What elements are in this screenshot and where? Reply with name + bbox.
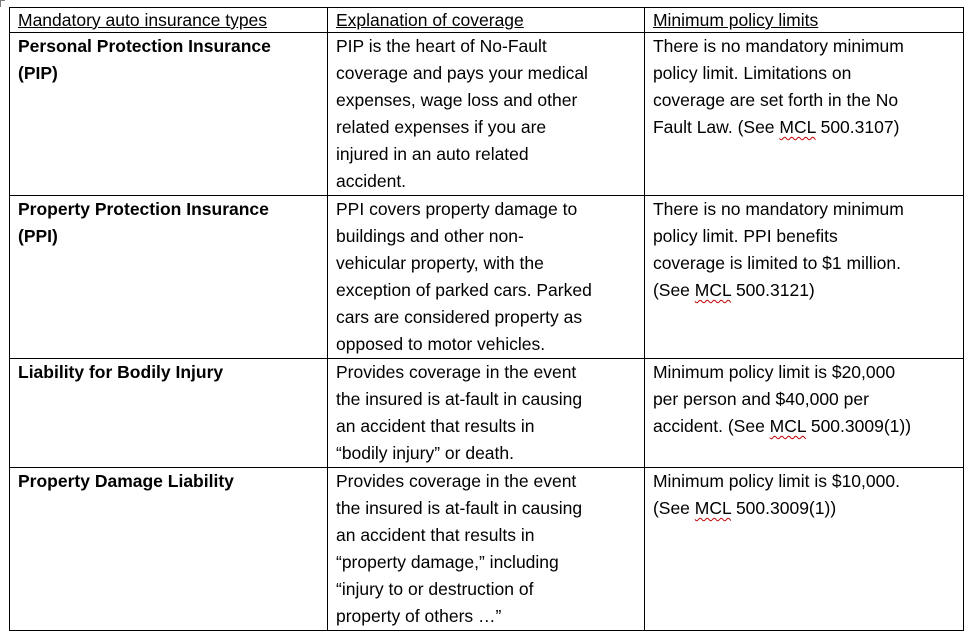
insurance-type-name: Property Protection Insurance (PPI) bbox=[18, 199, 269, 246]
coverage-explanation-cell: Provides coverage in the event the insured is at-fault in causing an accident that results in “bodily injury” or death. bbox=[328, 359, 645, 468]
insurance-type-cell bbox=[10, 33, 328, 196]
insurance-type-name: Property Damage Liability bbox=[18, 471, 234, 491]
header-cell-explanation bbox=[328, 8, 645, 33]
policy-limit-text: There is no mandatory minimum policy limit. Limitations on coverage are set forth in the No Fault Law. (See bbox=[652, 36, 904, 137]
statute-section: 500.3009(1)) bbox=[731, 498, 837, 518]
header-explanation-label: Explanation of coverage bbox=[336, 10, 524, 30]
header-cell-type bbox=[10, 8, 328, 33]
insurance-type-cell bbox=[10, 196, 328, 359]
statute-section: 500.3107) bbox=[815, 117, 900, 137]
statute-reference: MCL bbox=[769, 416, 806, 436]
policy-limit-cell bbox=[644, 33, 963, 196]
insurance-coverage-table bbox=[9, 7, 964, 631]
table-row bbox=[10, 33, 964, 196]
policy-limit-cell bbox=[644, 359, 963, 468]
statute-reference: MCL bbox=[779, 117, 816, 137]
policy-limit-text: Minimum policy limit is $20,000 per person and $40,000 per accident. (See bbox=[652, 362, 896, 436]
statute-reference: MCL bbox=[694, 280, 732, 300]
policy-limit-cell bbox=[644, 196, 963, 359]
header-cell-limits bbox=[644, 8, 963, 33]
header-limits-label: Minimum policy limits bbox=[652, 10, 819, 30]
insurance-type-cell bbox=[10, 359, 328, 468]
statute-section: 500.3009(1)) bbox=[805, 416, 912, 436]
insurance-type-name: Liability for Bodily Injury bbox=[18, 362, 224, 382]
document-corner-mark bbox=[0, 0, 5, 7]
table-row bbox=[10, 468, 964, 631]
coverage-explanation-cell: Provides coverage in the event the insured is at-fault in causing an accident that results in “property damage,” including “injury to or destruction of property of others …” bbox=[328, 468, 645, 631]
coverage-explanation-cell: PIP is the heart of No-Fault coverage and pays your medical expenses, wage loss and other related expenses if you are injured in an auto related accident. bbox=[328, 33, 645, 196]
header-type-label: Mandatory auto insurance types bbox=[18, 10, 268, 30]
table-row bbox=[10, 359, 964, 468]
insurance-type-name: Personal Protection Insurance (PIP) bbox=[18, 36, 271, 83]
coverage-explanation-cell: PPI covers property damage to buildings and other non- vehicular property, with the exception of parked cars. Parked cars are considered property as opposed to motor vehicles. bbox=[328, 196, 645, 359]
table-header-row bbox=[10, 8, 964, 33]
statute-reference: MCL bbox=[694, 498, 732, 518]
statute-section: 500.3121) bbox=[731, 280, 815, 300]
policy-limit-text: There is no mandatory minimum policy limit. PPI benefits coverage is limited to $1 million. (See bbox=[652, 199, 904, 300]
table-row bbox=[10, 196, 964, 359]
policy-limit-text: Minimum policy limit is $10,000. (See bbox=[652, 471, 900, 518]
insurance-type-cell bbox=[10, 468, 328, 631]
policy-limit-cell bbox=[644, 468, 963, 631]
